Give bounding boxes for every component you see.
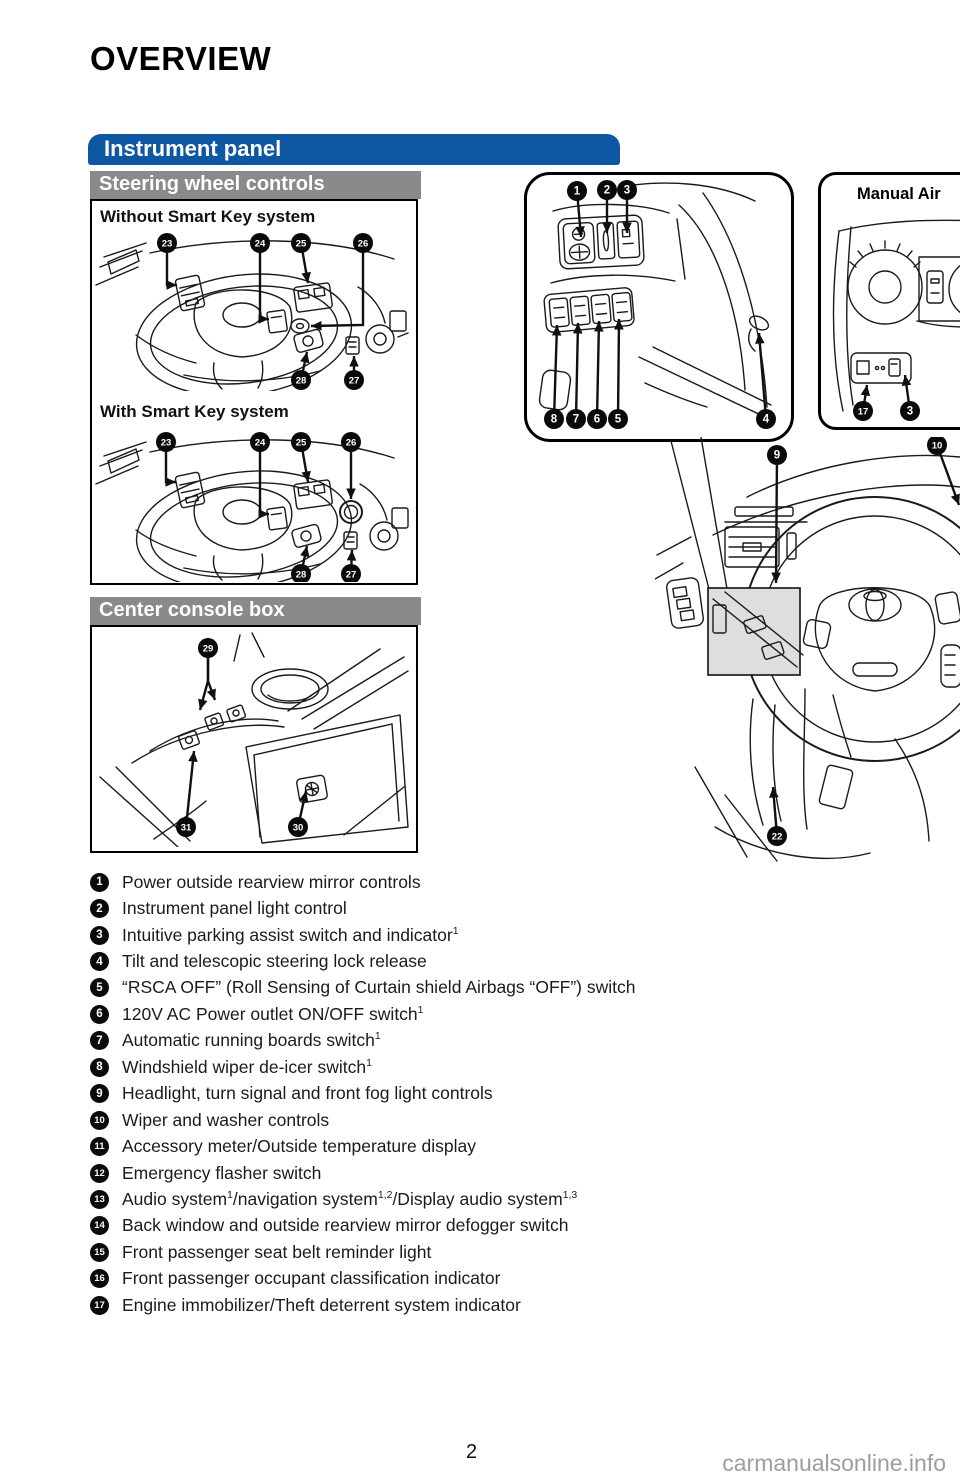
svg-text:1: 1 [573,185,581,198]
callout-badge-3 [900,401,920,421]
legend-item-1 [90,869,890,895]
svg-text:17: 17 [857,406,869,418]
callout-badge-1 [567,181,587,201]
svg-text:8: 8 [550,413,558,426]
callout-badge-4 [756,409,776,429]
legend-list [90,869,890,1318]
callout-badge-29 [198,638,218,658]
legend-item-3 [90,922,890,948]
legend-item-7 [90,1028,890,1054]
legend-item-label: Front passenger seat belt reminder light [122,1241,432,1262]
callout-badge-24 [250,233,270,253]
without-smart-key-diagram [92,229,410,391]
callout-badge-8 [544,409,564,429]
manual-air-label: Manual Air [857,185,941,203]
legend-item-label: Headlight, turn signal and front fog light controls [122,1083,493,1104]
legend-item-label: Automatic running boards switch$^1$ [122,1030,381,1051]
legend-item-number: 7 [90,1031,109,1050]
callout-badge-23 [157,233,177,253]
legend-item-number: 6 [90,1005,109,1024]
callout-badge-26 [341,432,361,452]
legend-item-11 [90,1133,890,1159]
legend-item-17 [90,1292,890,1318]
legend-item-number: 4 [90,952,109,971]
callout-badge-3 [617,180,637,200]
legend-item-6 [90,1001,890,1027]
svg-text:26: 26 [345,437,357,449]
watermark-text: carmanualsonline.info [722,1450,946,1476]
legend-item-15 [90,1239,890,1265]
legend-item-number: 13 [90,1190,109,1209]
legend-item-number: 5 [90,978,109,997]
svg-text:31: 31 [180,822,192,834]
svg-text:27: 27 [348,375,360,387]
svg-text:30: 30 [292,822,304,834]
legend-item-13 [90,1186,890,1212]
legend-item-label: Engine immobilizer/Theft deterrent system indicator [122,1294,521,1315]
svg-text:2: 2 [603,184,611,197]
svg-text:10: 10 [931,440,943,452]
legend-item-4 [90,948,890,974]
callout-badge-31 [176,817,196,837]
legend-item-label: Tilt and telescopic steering lock release [122,951,427,972]
svg-text:3: 3 [623,184,631,197]
legend-item-label: Intuitive parking assist switch and indicator$^1$ [122,924,459,945]
callout-badge-27 [344,370,364,390]
legend-item-label: “RSCA OFF” (Roll Sensing of Curtain shield Airbags “OFF”) switch [122,977,636,998]
legend-item-label: Back window and outside rearview mirror defogger switch [122,1215,569,1236]
legend-item-label: Front passenger occupant classification indicator [122,1268,501,1289]
callout-badge-23 [156,432,176,452]
section-header-instrument-panel [88,134,620,165]
manual-air-box [818,172,960,430]
legend-item-label: Audio system$^1$/navigation system$^{1,2}$/Display audio system$^{1,3}$ [122,1188,578,1209]
legend-item-8 [90,1054,890,1080]
callout-badge-6 [587,409,607,429]
callout-badge-28 [291,370,311,390]
svg-text:4: 4 [762,413,770,426]
svg-text:7: 7 [572,413,580,426]
legend-item-label: Power outside rearview mirror controls [122,871,421,892]
with-smart-key-diagram [92,424,410,582]
legend-item-14 [90,1213,890,1239]
svg-text:3: 3 [906,405,914,418]
dashboard-overview-diagram [655,437,960,862]
legend-item-number: 2 [90,899,109,918]
svg-text:26: 26 [357,238,369,250]
page-title: OVERVIEW [90,40,272,77]
legend-item-12 [90,1160,890,1186]
svg-text:24: 24 [254,238,266,250]
page-number: 2 [466,1441,478,1463]
legend-item-16 [90,1266,890,1292]
svg-text:5: 5 [614,413,622,426]
svg-text:27: 27 [345,569,357,581]
subsection-header-label: Center console box [99,599,285,621]
legend-item-number: 1 [90,873,109,892]
with-smart-key-label: With Smart Key system [100,402,289,421]
callout-badge-5 [608,409,628,429]
svg-text:28: 28 [295,569,307,581]
driver-switch-panel-diagram [527,175,785,433]
legend-item-label: 120V AC Power outlet ON/OFF switch$^1$ [122,1003,424,1024]
callout-badge-22 [767,826,787,846]
legend-item-label: Accessory meter/Outside temperature display [122,1136,477,1157]
legend-item-10 [90,1107,890,1133]
legend-item-number: 17 [90,1296,109,1315]
legend-item-number: 14 [90,1216,109,1235]
legend-item-number: 10 [90,1111,109,1130]
svg-text:29: 29 [202,643,214,655]
legend-item-number: 12 [90,1164,109,1183]
section-header-label: Instrument panel [104,136,282,161]
legend-item-number: 3 [90,926,109,945]
legend-item-9 [90,1081,890,1107]
subsection-header-center-console [90,597,421,625]
svg-text:24: 24 [254,437,266,449]
legend-item-number: 16 [90,1269,109,1288]
legend-item-label: Emergency flasher switch [122,1162,322,1183]
legend-item-2 [90,895,890,921]
center-console-diagram-box [90,625,418,853]
legend-item-number: 15 [90,1243,109,1262]
svg-text:25: 25 [295,437,307,449]
callout-badge-25 [291,233,311,253]
manual-air-diagram [821,175,960,421]
steering-wheel-diagrams-box [90,199,418,585]
svg-text:6: 6 [593,413,601,426]
svg-text:23: 23 [160,437,172,449]
callout-badge-7 [566,409,586,429]
legend-item-label: Instrument panel light control [122,898,347,919]
without-smart-key-label: Without Smart Key system [100,207,316,226]
callout-badge-25 [291,432,311,452]
svg-text:23: 23 [161,238,173,250]
callout-badge-2 [597,180,617,200]
subsection-header-label: Steering wheel controls [99,173,325,195]
center-console-diagram [94,629,412,847]
svg-text:25: 25 [295,238,307,250]
svg-text:9: 9 [773,449,781,462]
legend-item-label: Windshield wiper de-icer switch$^1$ [122,1056,372,1077]
callout-badge-24 [250,432,270,452]
legend-item-label: Wiper and washer controls [122,1109,330,1130]
subsection-header-steering-wheel [90,171,421,199]
callout-badge-9 [767,445,787,465]
legend-item-5 [90,975,890,1001]
legend-item-number: 8 [90,1058,109,1077]
svg-text:22: 22 [771,831,783,843]
callout-badge-30 [288,817,308,837]
legend-item-number: 9 [90,1084,109,1103]
callout-badge-27 [341,564,361,582]
callout-badge-10 [927,437,947,455]
legend-item-number: 11 [90,1137,109,1156]
callout-badge-17 [853,401,873,421]
svg-text:28: 28 [295,375,307,387]
callout-badge-26 [353,233,373,253]
driver-switch-panel-box [524,172,794,442]
